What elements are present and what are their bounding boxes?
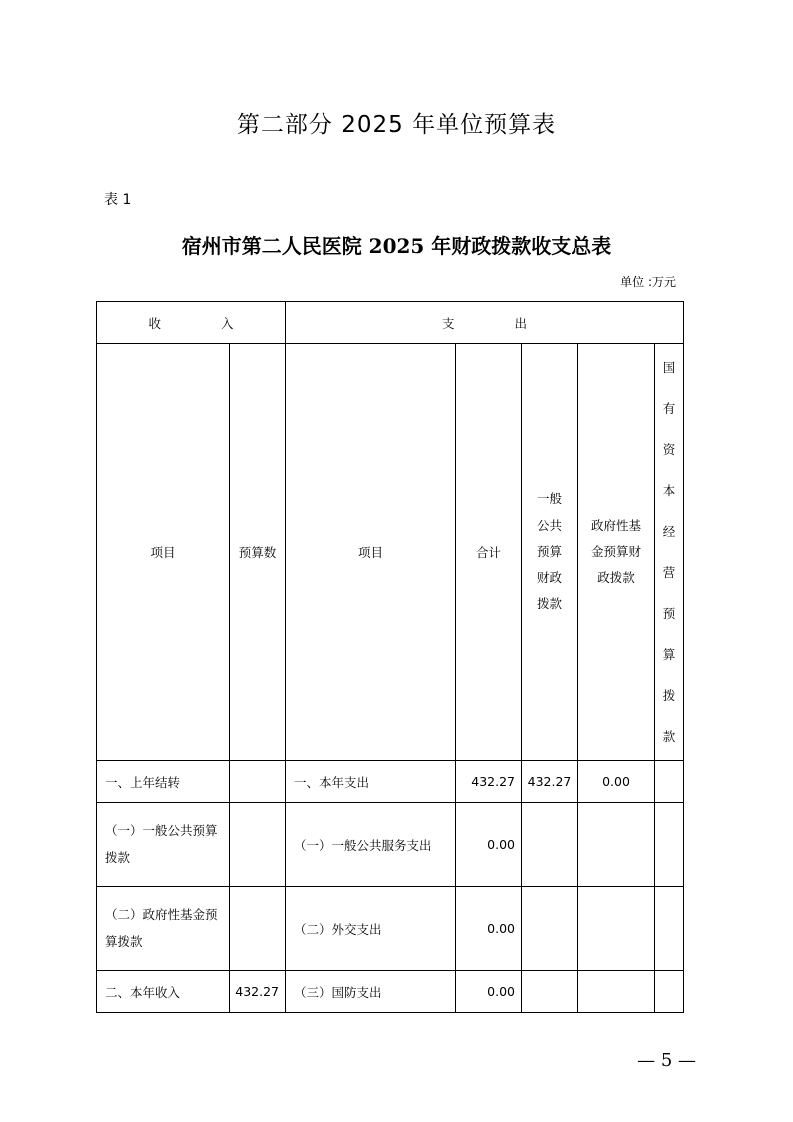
table-row (97, 887, 684, 971)
page-number: — 5 — (637, 1050, 696, 1071)
income-item: 一、上年结转 (97, 761, 230, 803)
general-value (522, 971, 578, 1013)
general-value (522, 803, 578, 887)
col-budget-header: 预算数 (230, 344, 286, 761)
fund-value (578, 887, 655, 971)
header-row-group (97, 302, 684, 344)
main-title: 宿州市第二人民医院 2025 年财政拨款收支总表 (181, 234, 612, 258)
col-state-header (655, 344, 684, 761)
col-general-header: 一般公共预算财政拨款 (522, 344, 578, 761)
table-row (97, 803, 684, 887)
table-label: 表 1 (104, 192, 132, 208)
state-value (655, 971, 684, 1013)
income-value (230, 761, 286, 803)
total-value: 0.00 (456, 887, 522, 971)
expense-item: （二）外交支出 (286, 887, 456, 971)
total-value: 432.27 (456, 761, 522, 803)
header-row-columns (97, 344, 684, 761)
expense-item: （一）一般公共服务支出 (286, 803, 456, 887)
table-row (97, 761, 684, 803)
income-value: 432.27 (230, 971, 286, 1013)
income-item: （一）一般公共预算拨款 (97, 803, 230, 887)
total-value: 0.00 (456, 971, 522, 1013)
income-item: 二、本年收入 (97, 971, 230, 1013)
expense-item: （三）国防支出 (286, 971, 456, 1013)
col-item-header: 项目 (97, 344, 230, 761)
fund-value (578, 803, 655, 887)
expense-item: 一、本年支出 (286, 761, 456, 803)
col-state-header-text: 国有资本经营预算拨款 (662, 360, 676, 744)
general-value (522, 887, 578, 971)
col-item2-header: 项目 (286, 344, 456, 761)
budget-table (96, 301, 684, 1013)
part-title: 第二部分 2025 年单位预算表 (236, 112, 557, 138)
total-value: 0.00 (456, 803, 522, 887)
fund-value (578, 971, 655, 1013)
col-total-header: 合计 (456, 344, 522, 761)
state-value (655, 803, 684, 887)
state-value (655, 761, 684, 803)
state-value (655, 887, 684, 971)
income-item: （二）政府性基金预算拨款 (97, 887, 230, 971)
table-row (97, 971, 684, 1013)
income-header: 收 入 (97, 302, 286, 344)
expense-header: 支 出 (286, 302, 684, 344)
general-value: 432.27 (522, 761, 578, 803)
unit-label: 单位 :万元 (620, 275, 676, 289)
income-value (230, 887, 286, 971)
fund-value: 0.00 (578, 761, 655, 803)
col-fund-header: 政府性基金预算财政拨款 (578, 344, 655, 761)
income-value (230, 803, 286, 887)
